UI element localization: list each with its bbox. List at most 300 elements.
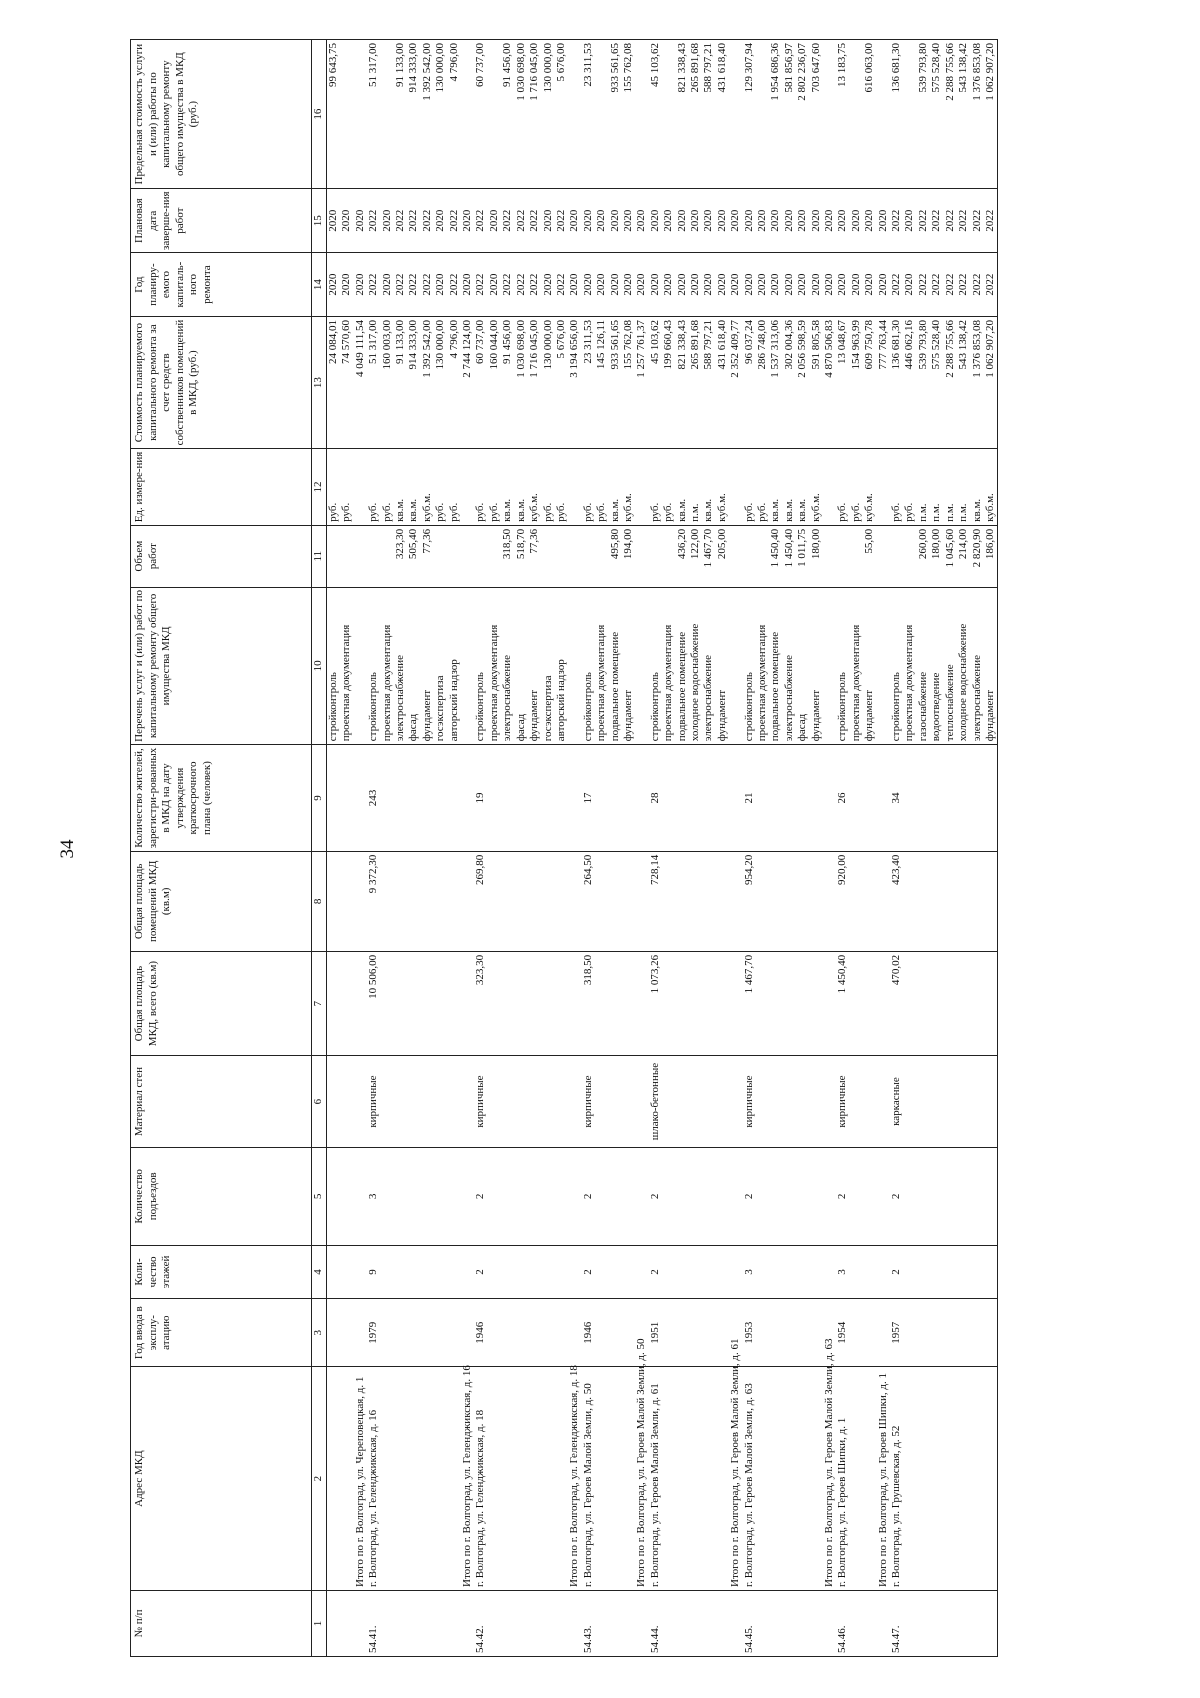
cell-col-1 [863,1590,876,1656]
cell-col-9 [863,745,876,852]
cell-col-8 [635,851,648,951]
column-number-8: 8 [312,851,327,951]
cell-col-6 [528,1056,541,1148]
cell-col-4 [783,1245,796,1298]
cell-col-7 [689,951,702,1055]
cell-col-9 [729,745,742,852]
cell-col-8 [716,851,729,951]
cell-col-11 [354,525,367,587]
cell-col-7: 318,50 [582,951,595,1055]
cell-col-4 [421,1245,434,1298]
cell-col-16: 130 000,00 [542,40,555,189]
cell-col-9 [903,745,916,852]
cell-col-15: 2020 [542,189,555,253]
cell-col-8 [461,851,474,951]
cell-col-10: подвальное помещение [609,587,622,745]
table-row [501,40,514,1657]
cell-col-3: 1979 [367,1299,380,1367]
cell-col-4 [488,1245,501,1298]
cell-col-2: Итого по г. Волгоград, ул. Героев Шипки, д. 1 [877,1367,890,1591]
cell-col-9 [662,745,675,852]
table-row [434,40,447,1657]
cell-col-6 [595,1056,608,1148]
cell-col-6 [434,1056,447,1148]
cell-col-4: 2 [474,1245,487,1298]
cell-col-9 [971,745,984,852]
cell-col-2 [903,1367,916,1591]
cell-col-15: 2020 [354,189,367,253]
cell-col-4 [461,1245,474,1298]
cell-col-2 [783,1367,796,1591]
cell-col-13: 4 049 111,54 [354,317,367,449]
cell-col-13: 2 288 755,66 [944,317,957,449]
cell-col-14: 2020 [756,253,769,317]
cell-col-1 [542,1590,555,1656]
cell-col-12: руб. [474,449,487,526]
cell-col-4 [944,1245,957,1298]
cell-col-8 [702,851,715,951]
cell-col-4 [917,1245,930,1298]
cell-col-4 [354,1245,367,1298]
cell-col-13: 199 660,43 [662,317,675,449]
cell-col-11: 1 450,40 [769,525,782,587]
cell-col-10: электроснабжение [501,587,514,745]
cell-col-15: 2020 [649,189,662,253]
cell-col-16: 1 062 907,20 [984,40,998,189]
cell-col-14: 2022 [890,253,903,317]
cell-col-10: фундамент [716,587,729,745]
cell-col-15: 2020 [676,189,689,253]
cell-col-3 [984,1299,998,1367]
cell-col-4 [903,1245,916,1298]
cell-col-4 [810,1245,823,1298]
cell-col-16: 431 618,40 [716,40,729,189]
cell-col-1 [394,1590,407,1656]
cell-col-4 [542,1245,555,1298]
cell-col-9 [327,745,341,852]
table-row [984,40,998,1657]
cell-col-15: 2020 [810,189,823,253]
cell-col-5 [702,1147,715,1245]
cell-col-7 [340,951,353,1055]
column-header-7: Общая площадь МКД, всего (кв.м) [131,951,312,1055]
table-row [622,40,635,1657]
cell-col-11 [448,525,461,587]
cell-col-13: 1 376 853,08 [971,317,984,449]
cell-col-9 [622,745,635,852]
cell-col-15: 2022 [971,189,984,253]
cell-col-5: 2 [743,1147,756,1245]
cell-col-8 [340,851,353,951]
cell-col-1 [354,1590,367,1656]
cell-col-4 [595,1245,608,1298]
table-row [448,40,461,1657]
cell-col-9 [501,745,514,852]
cell-col-10: стройконтроль [743,587,756,745]
cell-col-16 [568,40,581,189]
cell-col-4 [381,1245,394,1298]
cell-col-9 [823,745,836,852]
cell-col-1 [555,1590,568,1656]
cell-col-10 [635,587,648,745]
cell-col-11: 260,00 [917,525,930,587]
cell-col-2 [448,1367,461,1591]
cell-col-9 [555,745,568,852]
cell-col-10: фундамент [810,587,823,745]
cell-col-14: 2020 [689,253,702,317]
cell-col-14: 2020 [635,253,648,317]
cell-col-13: 575 528,40 [930,317,943,449]
table-row [810,40,823,1657]
cell-col-6 [448,1056,461,1148]
cell-col-12: п.м. [930,449,943,526]
cell-col-14: 2022 [528,253,541,317]
cell-col-12: куб.м. [810,449,823,526]
column-header-3: Год ввода в эксплу-атацию [131,1299,312,1367]
cell-col-3 [488,1299,501,1367]
cell-col-5 [340,1147,353,1245]
cell-col-3: 1957 [890,1299,903,1367]
cell-col-15: 2020 [662,189,675,253]
cell-col-5: 2 [649,1147,662,1245]
cell-col-12: руб. [542,449,555,526]
cell-col-11: 436,20 [676,525,689,587]
cell-col-11: 1 467,70 [702,525,715,587]
cell-col-3 [702,1299,715,1367]
cell-col-4 [394,1245,407,1298]
cell-col-2 [944,1367,957,1591]
cell-col-9 [635,745,648,852]
cell-col-8: 920,00 [836,851,849,951]
cell-col-12 [461,449,474,526]
cell-col-16: 99 643,75 [327,40,341,189]
cell-col-2 [488,1367,501,1591]
cell-col-9 [783,745,796,852]
cell-col-14: 2020 [850,253,863,317]
cell-col-2: г. Волгоград, ул. Геленджикская, д. 16 [367,1367,380,1591]
cell-col-13: 3 194 656,00 [568,317,581,449]
cell-col-4 [930,1245,943,1298]
cell-col-6 [676,1056,689,1148]
cell-col-11: 495,80 [609,525,622,587]
cell-col-12: руб. [743,449,756,526]
cell-col-2 [796,1367,809,1591]
cell-col-8: 9 372,30 [367,851,380,951]
table-row [421,40,434,1657]
cell-col-14: 2022 [474,253,487,317]
cell-col-8 [421,851,434,951]
cell-col-13: 91 133,00 [394,317,407,449]
cell-col-12: руб. [367,449,380,526]
cell-col-2: Итого по г. Волгоград, ул. Геленджикская, д. 16 [461,1367,474,1591]
cell-col-3: 1946 [474,1299,487,1367]
cell-col-6 [756,1056,769,1148]
cell-col-5: 2 [582,1147,595,1245]
column-number-14: 14 [312,253,327,317]
cell-col-11 [649,525,662,587]
cell-col-4 [877,1245,890,1298]
cell-col-16: 914 333,00 [407,40,420,189]
cell-col-13: 1 062 907,20 [984,317,998,449]
cell-col-9: 26 [836,745,849,852]
cell-col-13: 286 748,00 [756,317,769,449]
cell-col-15: 2020 [850,189,863,253]
cell-col-2: Итого по г. Волгоград, ул. Череповецкая, д. 1 [354,1367,367,1591]
cell-col-7 [769,951,782,1055]
cell-col-3 [769,1299,782,1367]
column-number-1: 1 [312,1590,327,1656]
table-row [890,40,903,1657]
cell-col-16 [595,40,608,189]
cell-col-3 [930,1299,943,1367]
cell-col-8 [810,851,823,951]
cell-col-16 [903,40,916,189]
cell-col-3 [863,1299,876,1367]
cell-col-14: 2020 [568,253,581,317]
cell-col-16: 129 307,94 [743,40,756,189]
cell-col-10: фундамент [528,587,541,745]
cell-col-3 [501,1299,514,1367]
cell-col-10: стройконтроль [890,587,903,745]
cell-col-12: руб. [850,449,863,526]
cell-col-12: п.м. [917,449,930,526]
cell-col-1 [729,1590,742,1656]
cell-col-4 [702,1245,715,1298]
cell-col-1 [783,1590,796,1656]
cell-col-15: 2020 [689,189,702,253]
cell-col-10: проектная документация [756,587,769,745]
cell-col-10: подвальное помещение [769,587,782,745]
cell-col-7 [394,951,407,1055]
cell-col-14: 2022 [515,253,528,317]
cell-col-15: 2022 [890,189,903,253]
cell-col-14: 2020 [542,253,555,317]
cell-col-12: куб.м. [528,449,541,526]
cell-col-1 [515,1590,528,1656]
cell-col-13: 1 030 698,00 [515,317,528,449]
cell-col-15: 2022 [367,189,380,253]
cell-col-2 [340,1367,353,1591]
cell-col-2 [957,1367,970,1591]
cell-col-9 [716,745,729,852]
cell-col-1: 54.47. [890,1590,903,1656]
cell-col-3 [595,1299,608,1367]
cell-col-13: 2 056 598,59 [796,317,809,449]
cell-col-14: 2022 [367,253,380,317]
cell-col-4: 3 [743,1245,756,1298]
table-row [609,40,622,1657]
cell-col-16: 265 891,68 [689,40,702,189]
cell-col-1 [944,1590,957,1656]
cell-col-8 [568,851,581,951]
cell-col-1 [823,1590,836,1656]
column-header-4: Коли-чество этажей [131,1245,312,1298]
cell-col-1: 54.42. [474,1590,487,1656]
cell-col-12: п.м. [689,449,702,526]
cell-col-16 [635,40,648,189]
rotated-table-sheet [130,39,1070,1657]
column-number-4: 4 [312,1245,327,1298]
cell-col-9 [354,745,367,852]
table-row [595,40,608,1657]
cell-col-16: 45 103,62 [649,40,662,189]
cell-col-5 [354,1147,367,1245]
cell-col-10: стройконтроль [582,587,595,745]
cell-col-7: 10 506,00 [367,951,380,1055]
cell-col-5 [488,1147,501,1245]
cell-col-1 [528,1590,541,1656]
cell-col-6 [702,1056,715,1148]
cell-col-13: 1 257 761,37 [635,317,648,449]
cell-col-16: 539 793,80 [917,40,930,189]
cell-col-5 [676,1147,689,1245]
cell-col-7 [421,951,434,1055]
cell-col-3 [756,1299,769,1367]
cell-col-2 [609,1367,622,1591]
cell-col-12: кв.м. [609,449,622,526]
page-number: 34 [57,839,78,859]
cell-col-16: 91 133,00 [394,40,407,189]
cell-col-9 [810,745,823,852]
cell-col-4: 2 [890,1245,903,1298]
cell-col-13: 130 000,00 [542,317,555,449]
cell-col-15: 2020 [729,189,742,253]
cell-col-2 [863,1367,876,1591]
cell-col-14: 2020 [434,253,447,317]
cell-col-8 [823,851,836,951]
cell-col-7 [354,951,367,1055]
column-header-14: Год планиру-емого капиталь-ного ремонта [131,253,312,317]
cell-col-10: стройконтроль [367,587,380,745]
column-header-1: № п/п [131,1590,312,1656]
cell-col-3 [944,1299,957,1367]
cell-col-13: 2 744 124,00 [461,317,474,449]
cell-col-2 [984,1367,998,1591]
cell-col-1 [421,1590,434,1656]
cell-col-8 [515,851,528,951]
cell-col-3: 1951 [649,1299,662,1367]
cell-col-10: стройконтроль [836,587,849,745]
cell-col-4 [555,1245,568,1298]
cell-col-2: г. Волгоград, ул. Героев Малой Земли, д. 50 [582,1367,595,1591]
cell-col-16: 2 288 755,66 [944,40,957,189]
cell-col-13: 2 352 409,77 [729,317,742,449]
cell-col-3 [676,1299,689,1367]
cell-col-13: 145 126,11 [595,317,608,449]
column-header-12: Ед. измере-ния [131,449,312,526]
cell-col-12: руб. [448,449,461,526]
cell-col-8 [595,851,608,951]
cell-col-3 [903,1299,916,1367]
cell-col-9 [984,745,998,852]
table-body [327,40,998,1657]
cell-col-14: 2022 [984,253,998,317]
cell-col-7 [796,951,809,1055]
cell-col-11 [474,525,487,587]
table-row [394,40,407,1657]
cell-col-7 [528,951,541,1055]
cell-col-7 [381,951,394,1055]
table-row [515,40,528,1657]
cell-col-1: 54.43. [582,1590,595,1656]
cell-col-8 [394,851,407,951]
table-row [354,40,367,1657]
cell-col-3 [555,1299,568,1367]
cell-col-4 [729,1245,742,1298]
cell-col-4 [863,1245,876,1298]
cell-col-14: 2020 [582,253,595,317]
cell-col-3 [515,1299,528,1367]
cell-col-14: 2020 [729,253,742,317]
cell-col-6 [501,1056,514,1148]
cell-col-13: 155 762,08 [622,317,635,449]
cell-col-2 [850,1367,863,1591]
cell-col-12: кв.м. [407,449,420,526]
cell-col-15: 2020 [756,189,769,253]
cell-col-11: 180,00 [930,525,943,587]
cell-col-10: проектная документация [488,587,501,745]
cell-col-2: г. Волгоград, ул. Героев Шипки, д. 1 [836,1367,849,1591]
cell-col-15: 2020 [823,189,836,253]
column-number-5: 5 [312,1147,327,1245]
cell-col-2 [595,1367,608,1591]
cell-col-2 [327,1367,341,1591]
column-number-13: 13 [312,317,327,449]
cell-col-6 [863,1056,876,1148]
cell-col-1: 54.44. [649,1590,662,1656]
cell-col-10: проектная документация [595,587,608,745]
cell-col-12: руб. [649,449,662,526]
cell-col-11 [635,525,648,587]
cell-col-4: 3 [836,1245,849,1298]
cell-col-15: 2020 [340,189,353,253]
cell-col-9 [394,745,407,852]
cell-col-14: 2020 [796,253,809,317]
cell-col-8 [407,851,420,951]
cell-col-8 [796,851,809,951]
column-number-6: 6 [312,1056,327,1148]
cell-col-14: 2020 [649,253,662,317]
cell-col-6: кирпичные [836,1056,849,1148]
cell-col-8 [434,851,447,951]
table-row [971,40,984,1657]
cell-col-8 [984,851,998,951]
cell-col-8 [877,851,890,951]
cell-col-5 [971,1147,984,1245]
cell-col-8 [528,851,541,951]
column-header-15: Плановая дата заверше-ния работ [131,189,312,253]
cell-col-14: 2020 [662,253,675,317]
cell-col-16 [461,40,474,189]
column-header-5: Количество подъездов [131,1147,312,1245]
cell-col-15: 2022 [394,189,407,253]
cell-col-2: г. Волгоград, ул. Героев Малой Земли, д. 63 [743,1367,756,1591]
cell-col-5 [609,1147,622,1245]
cell-col-16: 5 676,00 [555,40,568,189]
table-row [836,40,849,1657]
cell-col-8 [756,851,769,951]
cell-col-13: 821 338,43 [676,317,689,449]
column-number-3: 3 [312,1299,327,1367]
cell-col-15: 2020 [568,189,581,253]
cell-col-9 [461,745,474,852]
cell-col-5 [381,1147,394,1245]
cell-col-9 [421,745,434,852]
cell-col-4 [756,1245,769,1298]
cell-col-4: 9 [367,1245,380,1298]
cell-col-1 [716,1590,729,1656]
cell-col-16: 581 856,97 [783,40,796,189]
